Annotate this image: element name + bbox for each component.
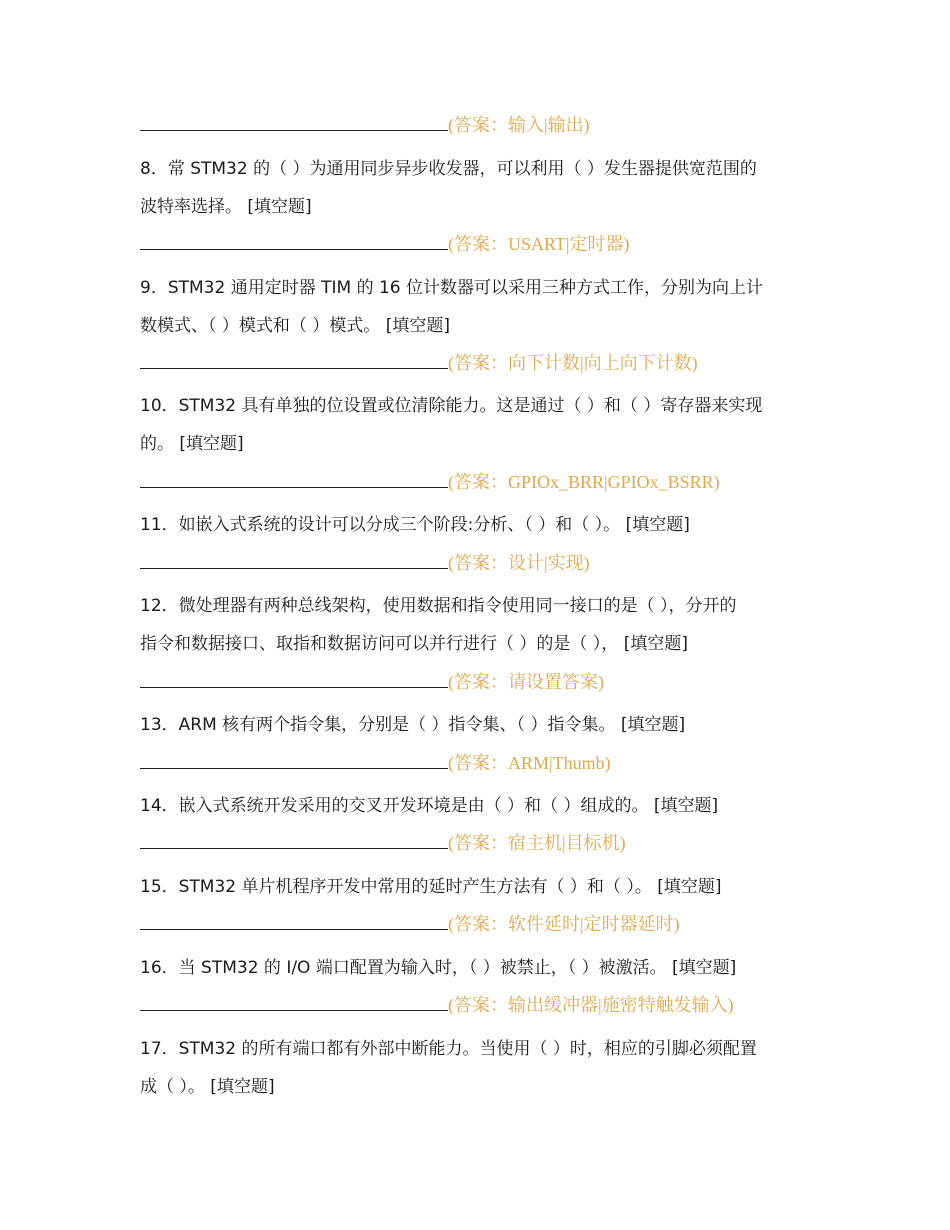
answer-blank[interactable] bbox=[140, 909, 448, 930]
question-text: 数模式、（ ）模式和（ ）模式。 [填空题] bbox=[140, 316, 450, 336]
question-text: 11．如嵌入式系统的设计可以分成三个阶段:分析、（ ）和（ ）。 [填空题] bbox=[140, 515, 690, 535]
question-text: 波特率选择。 [填空题] bbox=[140, 197, 312, 217]
answer-row bbox=[140, 909, 680, 936]
answer-row bbox=[140, 828, 626, 855]
answer-text: (答案：输入|输出) bbox=[448, 115, 590, 135]
question-text: 的。 [填空题] bbox=[140, 434, 244, 454]
answer-text: (答案：ARM|Thumb) bbox=[448, 753, 611, 773]
question-text: 指令和数据接口、取指和数据访问可以并行进行（ ）的是（ ）， [填空题] bbox=[140, 634, 688, 654]
answer-blank[interactable] bbox=[140, 348, 448, 369]
answer-blank[interactable] bbox=[140, 667, 448, 688]
question-text: 17．STM32 的所有端口都有外部中断能力。当使用（ ）时，相应的引脚必须配置 bbox=[140, 1039, 757, 1059]
question-text: 10．STM32 具有单独的位设置或位清除能力。这是通过（ ）和（ ）寄存器来实现 bbox=[140, 396, 763, 416]
answer-row bbox=[140, 110, 590, 137]
question-text: 16．当 STM32 的 I/O 端口配置为输入时，（ ）被禁止，（ ）被激活。 [填空题] bbox=[140, 958, 737, 978]
answer-text: (答案：USART|定时器) bbox=[448, 234, 630, 254]
answer-blank[interactable] bbox=[140, 748, 448, 769]
answer-row bbox=[140, 548, 590, 575]
answer-blank[interactable] bbox=[140, 548, 448, 569]
answer-text: (答案：请设置答案) bbox=[448, 672, 604, 692]
answer-blank[interactable] bbox=[140, 828, 448, 849]
answer-text: (答案：软件延时|定时器延时) bbox=[448, 914, 680, 934]
question-text: 15．STM32 单片机程序开发中常用的延时产生方法有（ ）和（ ）。 [填空题] bbox=[140, 877, 722, 897]
answer-row bbox=[140, 229, 630, 256]
question-text: 成（ ）。 [填空题] bbox=[140, 1077, 275, 1097]
question-text: 13．ARM 核有两个指令集，分别是（ ）指令集、（ ）指令集。 [填空题] bbox=[140, 715, 686, 735]
answer-blank[interactable] bbox=[140, 467, 448, 488]
answer-text: (答案：GPIOx_BRR|GPIOx_BSRR) bbox=[448, 472, 720, 492]
answer-row bbox=[140, 467, 720, 494]
question-text: 14．嵌入式系统开发采用的交叉开发环境是由（ ）和（ ）组成的。 [填空题] bbox=[140, 796, 719, 816]
question-text: 12．微处理器有两种总线架构，使用数据和指令使用同一接口的是（ ），分开的 bbox=[140, 596, 737, 616]
answer-blank[interactable] bbox=[140, 229, 448, 250]
answer-row bbox=[140, 748, 611, 775]
answer-text: (答案：向下计数|向上向下计数) bbox=[448, 353, 698, 373]
answer-text: (答案：宿主机|目标机) bbox=[448, 833, 626, 853]
answer-row bbox=[140, 990, 734, 1017]
answer-text: (答案：输出缓冲器|施密特触发输入) bbox=[448, 995, 734, 1015]
answer-row bbox=[140, 348, 698, 375]
question-text: 8．常 STM32 的（ ）为通用同步异步收发器，可以利用（ ）发生器提供宽范围的 bbox=[140, 159, 757, 179]
answer-blank[interactable] bbox=[140, 990, 448, 1011]
answer-row bbox=[140, 667, 604, 694]
question-text: 9．STM32 通用定时器 TIM 的 16 位计数器可以采用三种方式工作，分别为向上计 bbox=[140, 278, 764, 298]
answer-blank[interactable] bbox=[140, 110, 448, 131]
answer-text: (答案：设计|实现) bbox=[448, 553, 590, 573]
